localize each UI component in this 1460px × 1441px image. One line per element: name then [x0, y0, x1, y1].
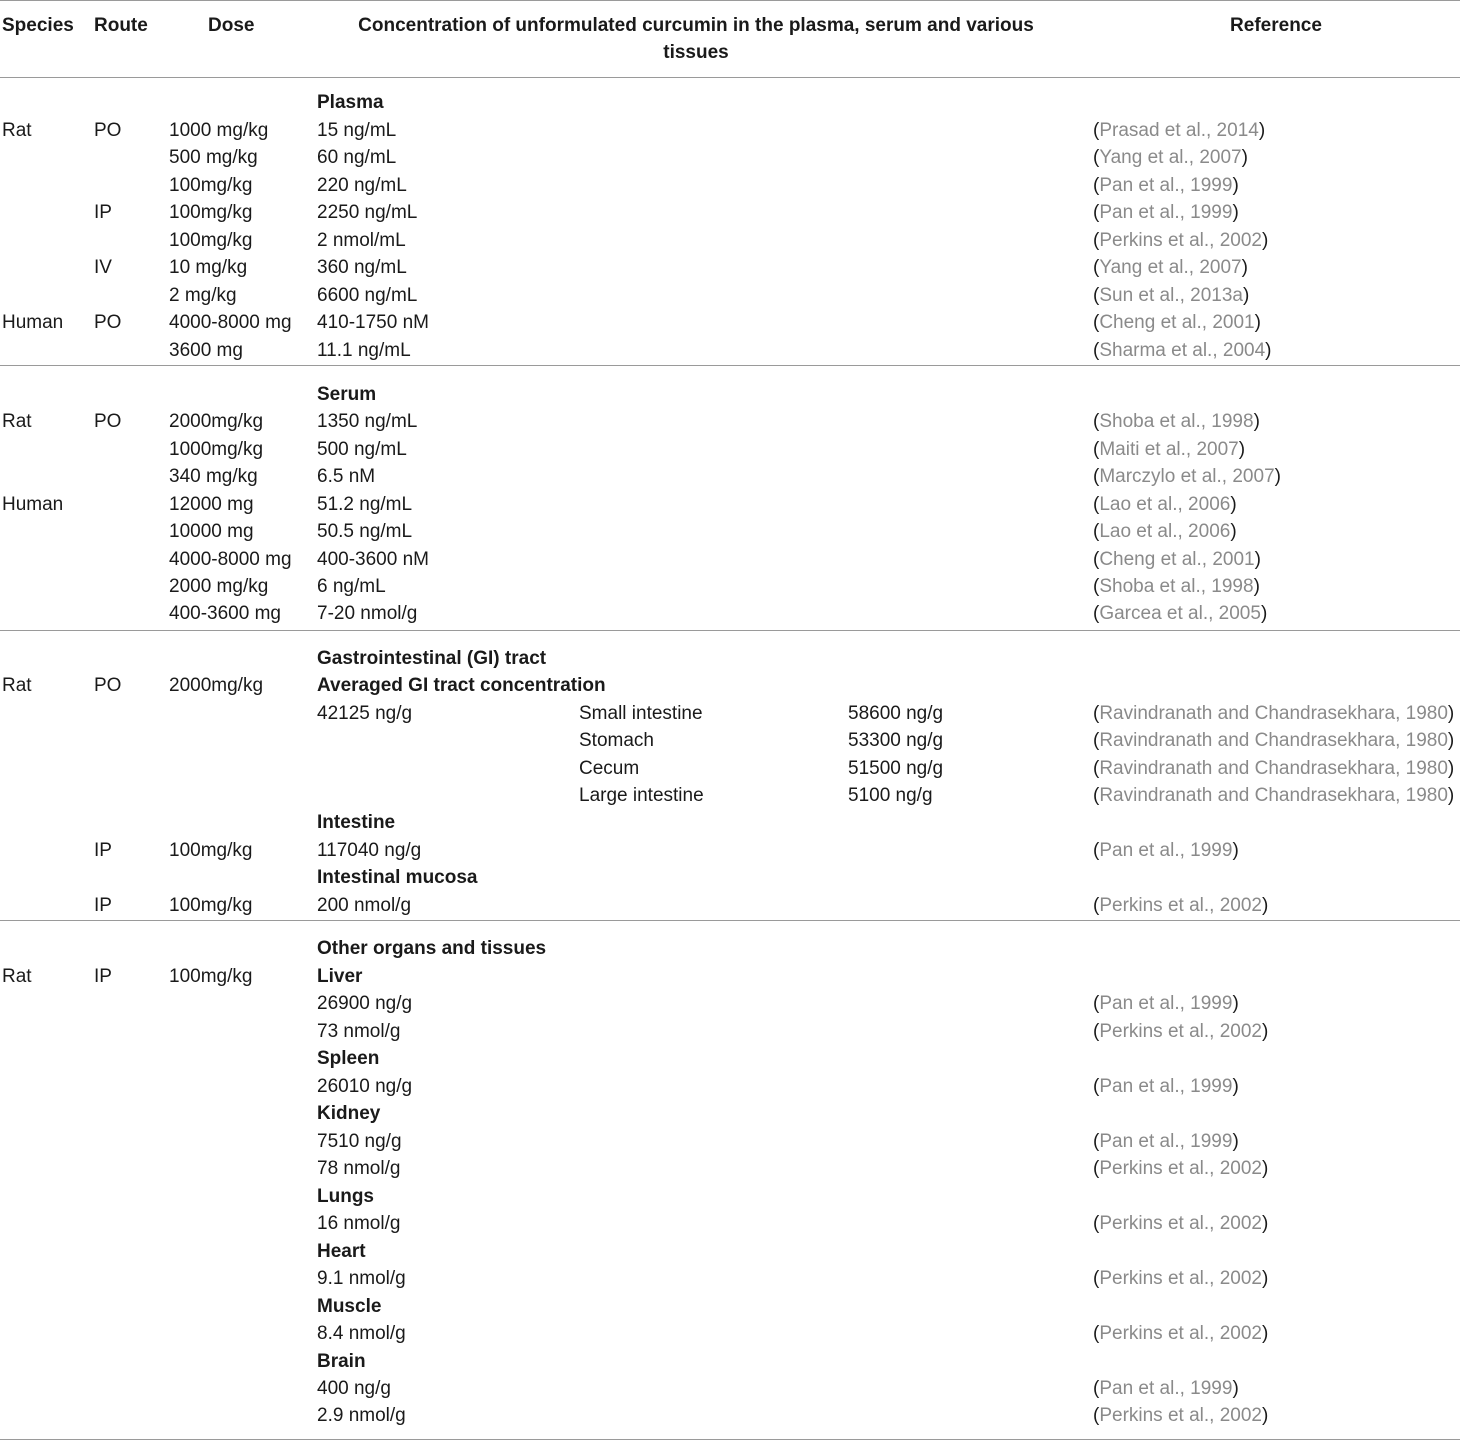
reference-link[interactable]: (Maiti et al., 2007): [1093, 439, 1246, 460]
section-heading: Intestine: [317, 812, 396, 833]
dose-cell: 1000mg/kg: [169, 439, 264, 460]
concentration-cell: 410-1750 nM: [317, 312, 429, 333]
reference-link[interactable]: (Perkins et al., 2002): [1093, 1021, 1269, 1042]
section-rule: [0, 630, 1460, 631]
route-cell: PO: [94, 120, 122, 141]
header-rule: [0, 77, 1460, 78]
concentration-cell: 11.1 ng/mL: [317, 340, 411, 361]
species-cell: Human: [2, 494, 64, 515]
reference-link[interactable]: (Yang et al., 2007): [1093, 257, 1248, 278]
section-heading: Liver: [317, 966, 363, 987]
reference-text[interactable]: Ravindranath and Chandrasekhara, 1980: [1099, 703, 1448, 724]
concentration-cell: 42125 ng/g: [317, 703, 413, 724]
table-top-rule: [0, 0, 1460, 1]
section-heading: Spleen: [317, 1048, 380, 1069]
reference-text[interactable]: Pan et al., 1999: [1099, 1076, 1233, 1097]
dose-cell: 100mg/kg: [169, 840, 253, 861]
reference-text[interactable]: Prasad et al., 2014: [1099, 120, 1259, 141]
reference-text[interactable]: Perkins et al., 2002: [1099, 895, 1262, 916]
section-heading: Lungs: [317, 1186, 374, 1207]
reference-link[interactable]: (Lao et al., 2006): [1093, 521, 1237, 542]
route-cell: PO: [94, 312, 122, 333]
dose-cell: 100mg/kg: [169, 202, 253, 223]
gi-site-value-cell: 51500 ng/g: [848, 758, 944, 779]
reference-text[interactable]: Perkins et al., 2002: [1099, 1213, 1262, 1234]
reference-text[interactable]: Pan et al., 1999: [1099, 993, 1233, 1014]
reference-text[interactable]: Shoba et al., 1998: [1099, 576, 1254, 597]
route-cell: IP: [94, 840, 112, 861]
dose-cell: 4000-8000 mg: [169, 312, 292, 333]
header-route: Route: [94, 15, 148, 36]
route-cell: IP: [94, 966, 112, 987]
concentration-cell: 220 ng/mL: [317, 175, 407, 196]
reference-link[interactable]: (Pan et al., 1999): [1093, 202, 1239, 223]
gi-site-cell: Large intestine: [579, 785, 704, 806]
reference-text[interactable]: Pan et al., 1999: [1099, 840, 1233, 861]
dose-cell: 500 mg/kg: [169, 147, 258, 168]
concentration-cell: 8.4 nmol/g: [317, 1323, 406, 1344]
concentration-cell: 26900 ng/g: [317, 993, 413, 1014]
dose-cell: 12000 mg: [169, 494, 254, 515]
concentration-cell: 15 ng/mL: [317, 120, 397, 141]
reference-text[interactable]: Perkins et al., 2002: [1099, 1268, 1262, 1289]
reference-link[interactable]: (Perkins et al., 2002): [1093, 1213, 1269, 1234]
reference-link[interactable]: (Ravindranath and Chandrasekhara, 1980): [1093, 785, 1455, 806]
reference-text[interactable]: Pan et al., 1999: [1099, 1131, 1233, 1152]
concentration-cell: 117040 ng/g: [317, 840, 422, 861]
section-heading: Other organs and tissues: [317, 938, 547, 959]
reference-text[interactable]: Ravindranath and Chandrasekhara, 1980: [1099, 758, 1448, 779]
reference-text[interactable]: Perkins et al., 2002: [1099, 1405, 1262, 1426]
concentration-cell: 2250 ng/mL: [317, 202, 418, 223]
reference-text[interactable]: Maiti et al., 2007: [1099, 439, 1239, 460]
species-cell: Rat: [2, 411, 32, 432]
species-cell: Human: [2, 312, 64, 333]
concentration-cell: 73 nmol/g: [317, 1021, 401, 1042]
dose-cell: 4000-8000 mg: [169, 549, 292, 570]
concentration-cell: 200 nmol/g: [317, 895, 412, 916]
concentration-cell: 500 ng/mL: [317, 439, 407, 460]
reference-link[interactable]: (Pan et al., 1999): [1093, 1076, 1239, 1097]
gi-site-value-cell: 53300 ng/g: [848, 730, 944, 751]
concentration-cell: 60 ng/mL: [317, 147, 397, 168]
section-rule: [0, 365, 1460, 366]
reference-text[interactable]: Cheng et al., 2001: [1099, 549, 1255, 570]
reference-text[interactable]: Perkins et al., 2002: [1099, 230, 1262, 251]
reference-link[interactable]: (Sun et al., 2013a): [1093, 285, 1250, 306]
concentration-cell: 400 ng/g: [317, 1378, 391, 1399]
reference-link[interactable]: (Pan et al., 1999): [1093, 1378, 1239, 1399]
reference-link[interactable]: (Pan et al., 1999): [1093, 840, 1239, 861]
dose-cell: 3600 mg: [169, 340, 243, 361]
concentration-cell: 7510 ng/g: [317, 1131, 402, 1152]
species-cell: Rat: [2, 966, 32, 987]
reference-text[interactable]: Shoba et al., 1998: [1099, 411, 1254, 432]
reference-text[interactable]: Lao et al., 2006: [1099, 494, 1231, 515]
reference-link[interactable]: (Perkins et al., 2002): [1093, 1268, 1269, 1289]
reference-text[interactable]: Ravindranath and Chandrasekhara, 1980: [1099, 785, 1448, 806]
dose-cell: 2000mg/kg: [169, 411, 264, 432]
concentration-cell: 78 nmol/g: [317, 1158, 401, 1179]
concentration-cell: 6 ng/mL: [317, 576, 386, 597]
dose-cell: 10000 mg: [169, 521, 254, 542]
dose-cell: 2 mg/kg: [169, 285, 237, 306]
reference-link[interactable]: (Pan et al., 1999): [1093, 993, 1239, 1014]
reference-text[interactable]: Yang et al., 2007: [1099, 257, 1242, 278]
gi-site-cell: Small intestine: [579, 703, 703, 724]
section-heading: Brain: [317, 1351, 366, 1372]
concentration-cell: 7-20 nmol/g: [317, 603, 418, 624]
header-species: Species: [2, 15, 74, 36]
reference-text[interactable]: Yang et al., 2007: [1099, 147, 1242, 168]
concentration-cell: 2.9 nmol/g: [317, 1405, 406, 1426]
section-heading: Plasma: [317, 92, 384, 113]
route-cell: IP: [94, 202, 112, 223]
concentration-cell: 6.5 nM: [317, 466, 376, 487]
route-cell: IV: [94, 257, 112, 278]
reference-link[interactable]: (Perkins et al., 2002): [1093, 1158, 1269, 1179]
table-bottom-rule: [0, 1439, 1460, 1440]
reference-link[interactable]: (Perkins et al., 2002): [1093, 1323, 1269, 1344]
route-cell: IP: [94, 895, 112, 916]
reference-text[interactable]: Pan et al., 1999: [1099, 1378, 1233, 1399]
reference-text[interactable]: Lao et al., 2006: [1099, 521, 1231, 542]
reference-link[interactable]: (Perkins et al., 2002): [1093, 895, 1269, 916]
gi-site-value-cell: 58600 ng/g: [848, 703, 944, 724]
section-heading: Muscle: [317, 1296, 382, 1317]
header-concentration-line2: tissues: [663, 42, 729, 63]
reference-link[interactable]: (Yang et al., 2007): [1093, 147, 1248, 168]
reference-link[interactable]: (Lao et al., 2006): [1093, 494, 1237, 515]
gi-site-cell: Cecum: [579, 758, 640, 779]
reference-text[interactable]: Ravindranath and Chandrasekhara, 1980: [1099, 730, 1448, 751]
dose-cell: 2000mg/kg: [169, 675, 264, 696]
reference-text[interactable]: Perkins et al., 2002: [1099, 1158, 1262, 1179]
dose-cell: 100mg/kg: [169, 230, 253, 251]
reference-link[interactable]: (Ravindranath and Chandrasekhara, 1980): [1093, 730, 1455, 751]
reference-text[interactable]: Pan et al., 1999: [1099, 202, 1233, 223]
concentration-cell: 6600 ng/mL: [317, 285, 418, 306]
dose-cell: 100mg/kg: [169, 895, 253, 916]
route-cell: PO: [94, 675, 122, 696]
reference-link[interactable]: (Marczylo et al., 2007): [1093, 466, 1281, 487]
route-cell: PO: [94, 411, 122, 432]
species-cell: Rat: [2, 120, 32, 141]
concentration-cell: 9.1 nmol/g: [317, 1268, 406, 1289]
reference-link[interactable]: (Garcea et al., 2005): [1093, 603, 1268, 624]
reference-link[interactable]: (Cheng et al., 2001): [1093, 549, 1261, 570]
reference-link[interactable]: (Sharma et al., 2004): [1093, 340, 1272, 361]
concentration-cell: 360 ng/mL: [317, 257, 407, 278]
reference-link[interactable]: (Pan et al., 1999): [1093, 1131, 1239, 1152]
reference-text[interactable]: Cheng et al., 2001: [1099, 312, 1255, 333]
reference-link[interactable]: (Perkins et al., 2002): [1093, 1405, 1269, 1426]
reference-link[interactable]: (Ravindranath and Chandrasekhara, 1980): [1093, 758, 1455, 779]
dose-cell: 400-3600 mg: [169, 603, 281, 624]
concentration-cell: 26010 ng/g: [317, 1076, 413, 1097]
gi-site-cell: Stomach: [579, 730, 654, 751]
section-heading: Averaged GI tract concentration: [317, 675, 606, 696]
dose-cell: 2000 mg/kg: [169, 576, 269, 597]
reference-link[interactable]: (Shoba et al., 1998): [1093, 576, 1260, 597]
section-heading: Intestinal mucosa: [317, 867, 478, 888]
concentration-cell: 51.2 ng/mL: [317, 494, 413, 515]
reference-text[interactable]: Marczylo et al., 2007: [1099, 466, 1275, 487]
section-heading: Gastrointestinal (GI) tract: [317, 648, 547, 669]
concentration-cell: 50.5 ng/mL: [317, 521, 413, 542]
reference-link[interactable]: (Perkins et al., 2002): [1093, 230, 1269, 251]
header-dose: Dose: [208, 15, 255, 36]
reference-link[interactable]: (Ravindranath and Chandrasekhara, 1980): [1093, 703, 1455, 724]
reference-text[interactable]: Perkins et al., 2002: [1099, 1021, 1262, 1042]
concentration-cell: 1350 ng/mL: [317, 411, 418, 432]
concentration-cell: 400-3600 nM: [317, 549, 429, 570]
reference-text[interactable]: Perkins et al., 2002: [1099, 1323, 1262, 1344]
section-heading: Kidney: [317, 1103, 381, 1124]
reference-text[interactable]: Pan et al., 1999: [1099, 175, 1233, 196]
reference-link[interactable]: (Cheng et al., 2001): [1093, 312, 1261, 333]
reference-link[interactable]: (Prasad et al., 2014): [1093, 120, 1266, 141]
header-concentration-line1: Concentration of unformulated curcumin in the plasma, serum and various: [358, 15, 1034, 36]
reference-link[interactable]: (Pan et al., 1999): [1093, 175, 1239, 196]
section-heading: Serum: [317, 384, 377, 405]
gi-site-value-cell: 5100 ng/g: [848, 785, 933, 806]
dose-cell: 340 mg/kg: [169, 466, 258, 487]
reference-text[interactable]: Garcea et al., 2005: [1099, 603, 1261, 624]
header-reference: Reference: [1230, 15, 1322, 36]
concentration-cell: 2 nmol/mL: [317, 230, 406, 251]
species-cell: Rat: [2, 675, 32, 696]
dose-cell: 100mg/kg: [169, 966, 253, 987]
concentration-cell: 16 nmol/g: [317, 1213, 401, 1234]
reference-text[interactable]: Sun et al., 2013a: [1099, 285, 1243, 306]
dose-cell: 10 mg/kg: [169, 257, 248, 278]
section-heading: Heart: [317, 1241, 366, 1262]
section-rule: [0, 920, 1460, 921]
reference-text[interactable]: Sharma et al., 2004: [1099, 340, 1266, 361]
reference-link[interactable]: (Shoba et al., 1998): [1093, 411, 1260, 432]
dose-cell: 1000 mg/kg: [169, 120, 269, 141]
dose-cell: 100mg/kg: [169, 175, 253, 196]
